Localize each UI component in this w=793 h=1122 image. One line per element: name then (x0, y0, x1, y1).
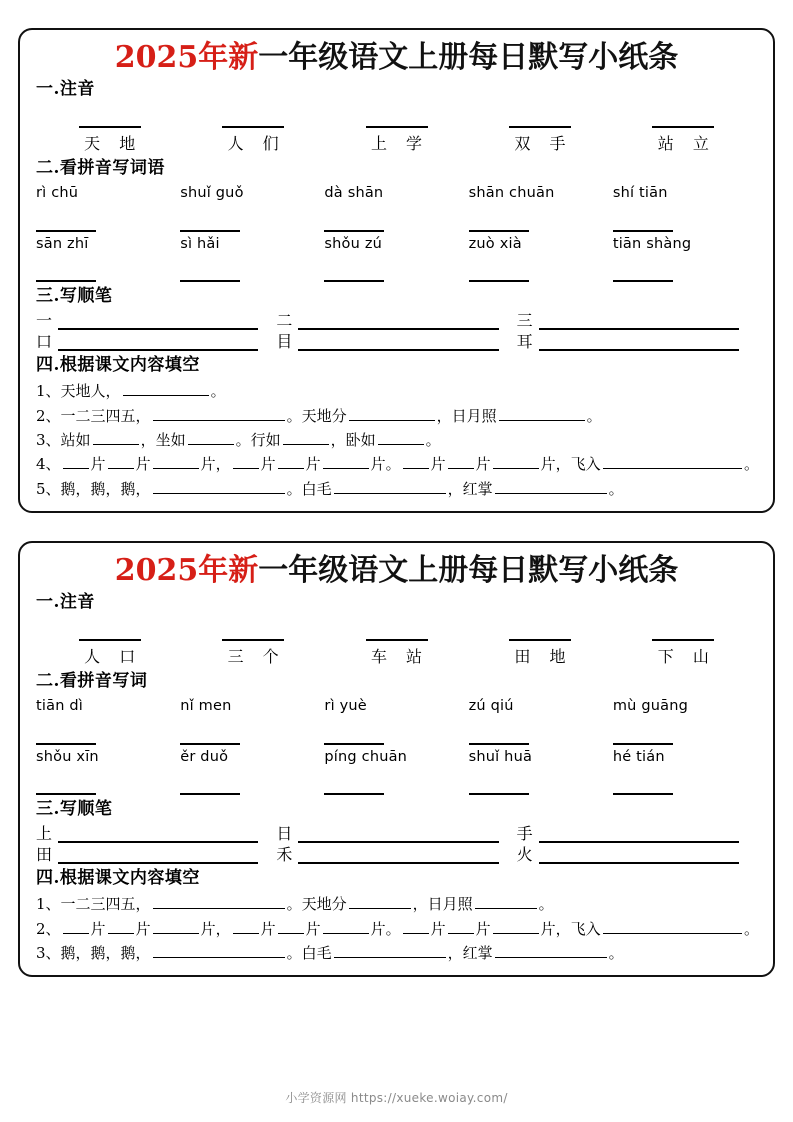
stroke-char: 上 (36, 824, 53, 844)
pinyin-cell (613, 234, 757, 282)
answer-blank[interactable] (603, 454, 742, 469)
answer-blank[interactable] (153, 894, 285, 909)
stroke-cell (36, 312, 276, 330)
answer-blank[interactable] (539, 825, 739, 843)
answer-blank[interactable] (108, 919, 134, 934)
answer-blank[interactable] (378, 430, 424, 445)
section-heading-pinyin: 二.看拼音写词语 (36, 158, 165, 179)
answer-blank[interactable] (153, 919, 199, 934)
answer-blank[interactable] (469, 721, 529, 745)
fill-in-text: 片 (90, 455, 106, 474)
zhuyin-word: 双 手 (514, 134, 573, 154)
pinyin-cell (324, 747, 468, 795)
footer-watermark: 小学资源网 https://xueke.woiay.com/ (285, 1091, 508, 1105)
pinyin-cell (469, 696, 613, 746)
answer-blank[interactable] (63, 919, 89, 934)
stroke-row (34, 333, 759, 351)
answer-blank[interactable] (448, 454, 474, 469)
answer-blank[interactable] (278, 919, 304, 934)
answer-blank[interactable] (58, 333, 258, 351)
answer-blank[interactable] (366, 625, 428, 641)
zhuyin-cell (38, 625, 181, 667)
stroke-cell (36, 333, 276, 351)
pinyin-cell (324, 696, 468, 746)
answer-blank[interactable] (222, 112, 284, 128)
answer-blank[interactable] (36, 208, 96, 232)
pinyin-text: shān chuān (468, 184, 555, 201)
stroke-char: 目 (276, 332, 293, 352)
title-year: 2025年新 (114, 552, 259, 588)
zhuyin-word: 站 立 (657, 134, 716, 154)
stroke-cell (276, 312, 516, 330)
fill-in-text: 片 (135, 455, 151, 474)
answer-blank[interactable] (153, 454, 199, 469)
answer-blank[interactable] (469, 260, 529, 282)
stroke-char: 日 (276, 824, 293, 844)
pinyin-text: zuò xià (468, 236, 522, 253)
fill-in-text: 片。 (370, 455, 401, 474)
stroke-char: 口 (36, 332, 53, 352)
stroke-cell (517, 333, 757, 351)
fill-in-list (36, 892, 759, 965)
stroke-char: 耳 (516, 332, 533, 352)
pinyin-cell (36, 183, 180, 233)
fill-in-text: ，坐如 (140, 431, 186, 450)
fill-in-number: 1、 (36, 895, 61, 914)
pinyin-text: rì chū (36, 184, 79, 201)
pinyin-text: píng chuān (324, 749, 408, 766)
fill-in-item (36, 892, 759, 916)
answer-blank[interactable] (499, 406, 585, 421)
pinyin-text: hé tián (612, 749, 665, 766)
pinyin-text: tiān shàng (612, 236, 692, 253)
answer-blank[interactable] (283, 430, 329, 445)
fill-in-text: ，日月照 (436, 406, 497, 425)
fill-in-text: ，日月照 (412, 895, 473, 914)
pinyin-row (34, 747, 759, 795)
pinyin-cell (324, 183, 468, 233)
title-rest: 一年级语文上册每日默写小纸条 (258, 40, 679, 75)
pinyin-text: ěr duǒ (180, 749, 229, 766)
answer-blank[interactable] (509, 112, 571, 128)
pinyin-text: tiān dì (36, 697, 84, 714)
pinyin-block (34, 183, 759, 283)
answer-blank[interactable] (298, 333, 498, 351)
answer-blank[interactable] (349, 406, 435, 421)
fill-in-text: 。 (743, 919, 759, 938)
stroke-char: 二 (276, 311, 293, 331)
answer-blank[interactable] (469, 208, 529, 232)
pinyin-text: shǒu xīn (36, 749, 99, 766)
fill-in-text: 天地人， (60, 382, 121, 401)
pinyin-text: rì yuè (324, 697, 367, 714)
answer-blank[interactable] (153, 943, 285, 958)
answer-blank[interactable] (539, 312, 739, 330)
pinyin-cell (36, 747, 180, 795)
pinyin-cell (469, 747, 613, 795)
section-heading-pinyin: 二.看拼音写词 (36, 670, 148, 691)
section-heading-strokes: 三.写顺笔 (36, 286, 113, 307)
zhuyin-cell (325, 625, 468, 667)
stroke-cell (276, 333, 516, 351)
fill-in-text: 片 (260, 455, 276, 474)
pinyin-cell (324, 234, 468, 282)
pinyin-cell (613, 183, 757, 233)
fill-in-text: 。 (425, 431, 441, 450)
stroke-cell (517, 312, 757, 330)
answer-blank[interactable] (36, 721, 96, 745)
answer-blank[interactable] (58, 846, 258, 864)
fill-in-text: ，红掌 (447, 943, 493, 962)
fill-in-item (36, 379, 759, 403)
pinyin-row (34, 234, 759, 282)
answer-blank[interactable] (403, 919, 429, 934)
fill-in-number: 3、 (36, 431, 61, 450)
pinyin-text: shí tiān (612, 184, 668, 201)
answer-blank[interactable] (403, 454, 429, 469)
stroke-cell (36, 846, 276, 864)
answer-blank[interactable] (448, 919, 474, 934)
fill-in-item (36, 477, 759, 501)
zhuyin-cell (38, 112, 181, 154)
fill-in-number: 1、 (36, 382, 61, 401)
fill-in-text: 。 (538, 895, 554, 914)
answer-blank[interactable] (652, 625, 714, 641)
answer-blank[interactable] (180, 721, 240, 745)
answer-blank[interactable] (324, 208, 384, 232)
pinyin-text: shuǐ guǒ (180, 184, 244, 201)
fill-in-text: 片 (305, 455, 321, 474)
answer-blank[interactable] (495, 479, 607, 494)
fill-in-item (36, 428, 759, 452)
fill-in-item (36, 452, 759, 476)
fill-in-number: 4、 (36, 455, 61, 474)
answer-blank[interactable] (108, 454, 134, 469)
zhuyin-word: 人 们 (227, 134, 286, 154)
panel-title (34, 553, 759, 588)
pinyin-text: sān zhī (36, 236, 89, 253)
fill-in-text: 片 (430, 455, 446, 474)
fill-in-text: 。白毛 (286, 479, 332, 498)
stroke-cell (517, 846, 757, 864)
worksheet-panel-2 (18, 541, 775, 977)
fill-in-text: 片。 (370, 919, 401, 938)
answer-blank[interactable] (79, 112, 141, 128)
fill-in-text: 片， (200, 919, 231, 938)
answer-blank[interactable] (603, 919, 742, 934)
answer-blank[interactable] (349, 894, 411, 909)
answer-blank[interactable] (613, 208, 673, 232)
answer-blank[interactable] (36, 260, 96, 282)
answer-blank[interactable] (79, 625, 141, 641)
pinyin-block (34, 696, 759, 796)
answer-blank[interactable] (613, 721, 673, 745)
answer-blank[interactable] (324, 260, 384, 282)
answer-blank[interactable] (123, 381, 209, 396)
answer-blank[interactable] (539, 333, 739, 351)
answer-blank[interactable] (180, 773, 240, 795)
section-heading-fillin: 四.根据课文内容填空 (36, 354, 200, 375)
zhuyin-cell (612, 112, 755, 154)
answer-blank[interactable] (298, 825, 498, 843)
zhuyin-word: 三 个 (227, 646, 286, 666)
fill-in-number: 2、 (36, 919, 61, 938)
fill-in-item (36, 917, 759, 941)
answer-blank[interactable] (469, 773, 529, 795)
fill-in-number: 5、 (36, 479, 61, 498)
title-rest: 一年级语文上册每日默写小纸条 (258, 552, 679, 588)
pinyin-cell (180, 696, 324, 746)
fill-in-text: 。白毛 (286, 943, 332, 962)
stroke-row (34, 312, 759, 330)
answer-blank[interactable] (324, 773, 384, 795)
answer-blank[interactable] (493, 919, 539, 934)
stroke-char: 火 (516, 845, 533, 865)
section-heading-zhuyin: 一.注音 (36, 592, 95, 613)
fill-in-text: 片 (475, 919, 491, 938)
zhuyin-word: 天 地 (84, 134, 143, 154)
answer-blank[interactable] (58, 825, 258, 843)
answer-blank[interactable] (475, 894, 537, 909)
fill-in-text: ，红掌 (447, 479, 493, 498)
fill-in-number: 2、 (36, 406, 61, 425)
pinyin-text: shǒu zú (324, 236, 383, 253)
pinyin-text: shuǐ huā (468, 749, 533, 766)
pinyin-cell (469, 234, 613, 282)
fill-in-text: 片 (305, 919, 321, 938)
answer-blank[interactable] (233, 454, 259, 469)
answer-blank[interactable] (493, 454, 539, 469)
pinyin-text: dà shān (324, 184, 384, 201)
pinyin-text: nǐ men (180, 697, 232, 714)
zhuyin-word-row (34, 625, 759, 667)
stroke-row (34, 825, 759, 843)
answer-blank[interactable] (509, 625, 571, 641)
fill-in-text: 片 (260, 919, 276, 938)
answer-blank[interactable] (366, 112, 428, 128)
fill-in-list (36, 379, 759, 500)
zhuyin-word: 人 口 (84, 646, 143, 666)
zhuyin-cell (181, 625, 324, 667)
answer-blank[interactable] (334, 479, 446, 494)
answer-blank[interactable] (278, 454, 304, 469)
stroke-char: 一 (36, 311, 53, 331)
stroke-char: 禾 (276, 845, 293, 865)
zhuyin-cell (612, 625, 755, 667)
answer-blank[interactable] (298, 312, 498, 330)
fill-in-text: 片 (430, 919, 446, 938)
fill-in-text: ，卧如 (330, 431, 376, 450)
answer-blank[interactable] (613, 773, 673, 795)
pinyin-row (34, 183, 759, 233)
fill-in-text: 站如 (60, 431, 91, 450)
answer-blank[interactable] (298, 846, 498, 864)
zhuyin-cell (468, 112, 611, 154)
zhuyin-cell (181, 112, 324, 154)
answer-blank[interactable] (180, 208, 240, 232)
zhuyin-cell (468, 625, 611, 667)
answer-blank[interactable] (233, 919, 259, 934)
answer-blank[interactable] (188, 430, 234, 445)
fill-in-text: 。行如 (235, 431, 281, 450)
zhuyin-word: 车 站 (370, 646, 430, 666)
fill-in-text: 。 (608, 479, 624, 498)
stroke-cell (517, 825, 757, 843)
answer-blank[interactable] (153, 479, 285, 494)
answer-blank[interactable] (222, 625, 284, 641)
pinyin-cell (180, 747, 324, 795)
fill-in-text: 鹅，鹅，鹅， (60, 943, 151, 962)
answer-blank[interactable] (334, 943, 446, 958)
fill-in-text: 。 (210, 382, 226, 401)
stroke-cell (36, 825, 276, 843)
answer-blank[interactable] (495, 943, 607, 958)
fill-in-text: 。 (608, 943, 624, 962)
pinyin-cell (613, 747, 757, 795)
fill-in-text: 一二三四五， (60, 406, 151, 425)
zhuyin-word: 上 学 (370, 134, 430, 154)
fill-in-text: 鹅，鹅，鹅， (60, 479, 151, 498)
fill-in-item (36, 941, 759, 965)
pinyin-text: mù guāng (612, 697, 689, 714)
stroke-row (34, 846, 759, 864)
stroke-cell (276, 825, 516, 843)
fill-in-text: 片 (135, 919, 151, 938)
pinyin-cell (180, 234, 324, 282)
answer-blank[interactable] (613, 260, 673, 282)
answer-blank[interactable] (63, 454, 89, 469)
fill-in-text: 片 (90, 919, 106, 938)
fill-in-text: 片 (475, 455, 491, 474)
panel-title (34, 40, 759, 75)
fill-in-text: 。 (743, 455, 759, 474)
fill-in-text: 片， (200, 455, 231, 474)
fill-in-text: 一二三四五， (60, 895, 151, 914)
pinyin-cell (36, 234, 180, 282)
pinyin-cell (180, 183, 324, 233)
fill-in-text: 。天地分 (286, 895, 347, 914)
pinyin-cell (469, 183, 613, 233)
answer-blank[interactable] (153, 406, 285, 421)
answer-blank[interactable] (539, 846, 739, 864)
answer-blank[interactable] (180, 260, 240, 282)
pinyin-cell (613, 696, 757, 746)
worksheet-panel-1 (18, 28, 775, 513)
title-year: 2025年新 (114, 40, 259, 75)
fill-in-text: 。 (586, 406, 602, 425)
pinyin-cell (36, 696, 180, 746)
fill-in-number: 3、 (36, 943, 61, 962)
fill-in-item (36, 404, 759, 428)
answer-blank[interactable] (324, 721, 384, 745)
answer-blank[interactable] (323, 919, 369, 934)
pinyin-row (34, 696, 759, 746)
answer-blank[interactable] (58, 312, 258, 330)
answer-blank[interactable] (93, 430, 139, 445)
fill-in-text: 片，飞入 (540, 919, 601, 938)
section-heading-fillin: 四.根据课文内容填空 (36, 867, 200, 888)
pinyin-text: sì hǎi (180, 236, 220, 253)
answer-blank[interactable] (36, 773, 96, 795)
zhuyin-word: 田 地 (514, 646, 573, 666)
zhuyin-word: 下 山 (657, 646, 716, 666)
pinyin-text: zú qiú (468, 697, 514, 714)
fill-in-text: 片，飞入 (540, 455, 601, 474)
answer-blank[interactable] (323, 454, 369, 469)
stroke-cell (276, 846, 516, 864)
zhuyin-word-row (34, 112, 759, 154)
section-heading-strokes: 三.写顺笔 (36, 799, 113, 820)
zhuyin-cell (325, 112, 468, 154)
stroke-char: 田 (36, 845, 53, 865)
section-heading-zhuyin: 一.注音 (36, 79, 95, 100)
fill-in-text: 。天地分 (286, 406, 347, 425)
stroke-char: 手 (516, 824, 533, 844)
answer-blank[interactable] (652, 112, 714, 128)
stroke-char: 三 (516, 311, 533, 331)
